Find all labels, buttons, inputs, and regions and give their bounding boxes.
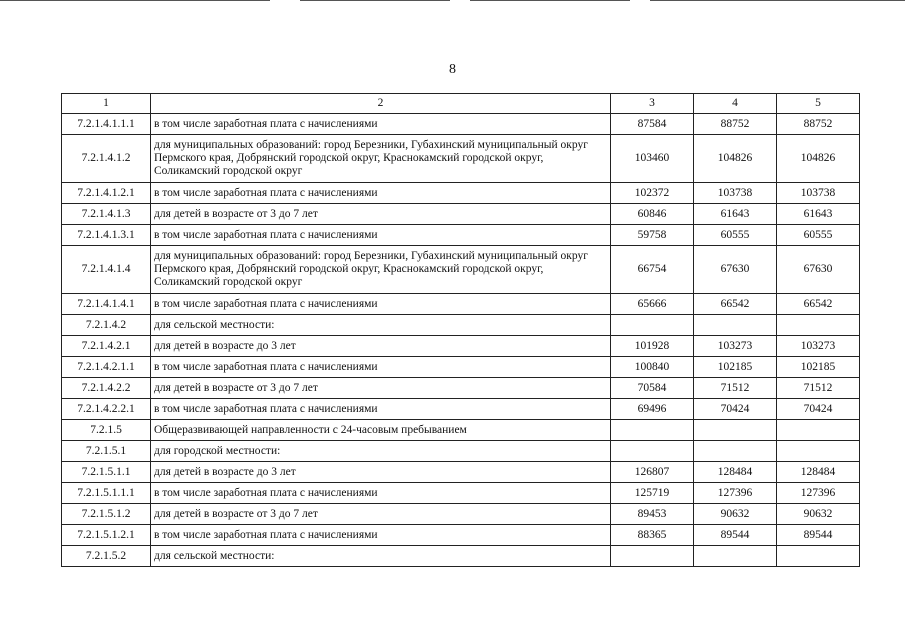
table-header-row <box>62 94 860 114</box>
row-code-cell: 7.2.1.4.1.1.1 <box>62 114 151 135</box>
table-row <box>62 420 860 441</box>
row-value-col4-cell: 102185 <box>694 357 777 378</box>
table-row <box>62 183 860 204</box>
row-code-cell: 7.2.1.4.2.2.1 <box>62 399 151 420</box>
row-value-col3-cell: 69496 <box>611 399 694 420</box>
row-value-col5-cell: 67630 <box>777 246 860 294</box>
row-value-col4-cell: 90632 <box>694 504 777 525</box>
table-row <box>62 357 860 378</box>
row-description-cell: в том числе заработная плата с начислениями <box>151 399 611 420</box>
row-code-cell: 7.2.1.4.1.3.1 <box>62 225 151 246</box>
row-value-col3-cell: 88365 <box>611 525 694 546</box>
row-code-cell: 7.2.1.5.1.2 <box>62 504 151 525</box>
row-value-col5-cell: 128484 <box>777 462 860 483</box>
row-description-cell: для сельской местности: <box>151 315 611 336</box>
row-value-col3-cell <box>611 420 694 441</box>
table-row <box>62 294 860 315</box>
row-value-col5-cell <box>777 420 860 441</box>
row-value-col3-cell <box>611 315 694 336</box>
row-value-col4-cell: 67630 <box>694 246 777 294</box>
row-description-cell: для сельской местности: <box>151 546 611 567</box>
row-description-cell: для городской местности: <box>151 441 611 462</box>
row-value-col4-cell: 103273 <box>694 336 777 357</box>
row-code-cell: 7.2.1.4.1.4 <box>62 246 151 294</box>
row-code-cell: 7.2.1.4.2 <box>62 315 151 336</box>
row-value-col5-cell: 66542 <box>777 294 860 315</box>
row-description-cell: для детей в возрасте от 3 до 7 лет <box>151 204 611 225</box>
row-description-cell: в том числе заработная плата с начислениями <box>151 225 611 246</box>
row-code-cell: 7.2.1.5.1 <box>62 441 151 462</box>
row-value-col3-cell: 102372 <box>611 183 694 204</box>
row-description-cell: для детей в возрасте от 3 до 7 лет <box>151 504 611 525</box>
row-description-cell: для детей в возрасте до 3 лет <box>151 336 611 357</box>
row-value-col3-cell: 65666 <box>611 294 694 315</box>
row-value-col5-cell: 127396 <box>777 483 860 504</box>
row-description-cell: для детей в возрасте до 3 лет <box>151 462 611 483</box>
row-value-col4-cell: 88752 <box>694 114 777 135</box>
row-code-cell: 7.2.1.5.2 <box>62 546 151 567</box>
table-row <box>62 483 860 504</box>
scan-top-edge <box>0 0 905 2</box>
row-value-col4-cell <box>694 420 777 441</box>
row-description-cell: в том числе заработная плата с начислениями <box>151 483 611 504</box>
row-value-col5-cell: 89544 <box>777 525 860 546</box>
row-value-col5-cell: 60555 <box>777 225 860 246</box>
row-code-cell: 7.2.1.5.1.2.1 <box>62 525 151 546</box>
row-code-cell: 7.2.1.4.1.4.1 <box>62 294 151 315</box>
row-code-cell: 7.2.1.4.2.2 <box>62 378 151 399</box>
table-row <box>62 399 860 420</box>
row-code-cell: 7.2.1.4.1.2.1 <box>62 183 151 204</box>
row-value-col4-cell <box>694 315 777 336</box>
row-value-col5-cell: 61643 <box>777 204 860 225</box>
header-col-1: 1 <box>62 94 151 114</box>
row-value-col5-cell: 70424 <box>777 399 860 420</box>
row-value-col5-cell: 103738 <box>777 183 860 204</box>
row-value-col3-cell: 101928 <box>611 336 694 357</box>
row-value-col3-cell: 100840 <box>611 357 694 378</box>
row-description-cell: для муниципальных образований: город Березники, Губахинский муниципальный округ Пермского края, Добрянский городской округ, Краснокамский городской округ, Соликамский городской округ <box>151 246 611 294</box>
row-value-col4-cell: 127396 <box>694 483 777 504</box>
row-value-col4-cell <box>694 546 777 567</box>
row-code-cell: 7.2.1.5.1.1.1 <box>62 483 151 504</box>
row-value-col3-cell <box>611 441 694 462</box>
header-col-4: 4 <box>694 94 777 114</box>
row-value-col3-cell: 126807 <box>611 462 694 483</box>
row-value-col4-cell <box>694 441 777 462</box>
row-description-cell: Общеразвивающей направленности с 24-часовым пребыванием <box>151 420 611 441</box>
row-value-col4-cell: 66542 <box>694 294 777 315</box>
table-row <box>62 315 860 336</box>
row-value-col3-cell <box>611 546 694 567</box>
row-value-col4-cell: 104826 <box>694 135 777 183</box>
row-description-cell: в том числе заработная плата с начислениями <box>151 525 611 546</box>
row-description-cell: в том числе заработная плата с начислениями <box>151 294 611 315</box>
row-code-cell: 7.2.1.4.1.3 <box>62 204 151 225</box>
table-row <box>62 462 860 483</box>
row-description-cell: для муниципальных образований: город Березники, Губахинский муниципальный округ Пермского края, Добрянский городской округ, Краснокамский городской округ, Соликамский городской округ <box>151 135 611 183</box>
table-row <box>62 204 860 225</box>
row-value-col5-cell: 88752 <box>777 114 860 135</box>
row-value-col5-cell: 90632 <box>777 504 860 525</box>
row-value-col5-cell <box>777 315 860 336</box>
row-value-col4-cell: 89544 <box>694 525 777 546</box>
header-col-2: 2 <box>151 94 611 114</box>
row-description-cell: в том числе заработная плата с начислениями <box>151 114 611 135</box>
row-value-col4-cell: 60555 <box>694 225 777 246</box>
row-value-col3-cell: 59758 <box>611 225 694 246</box>
row-value-col5-cell: 103273 <box>777 336 860 357</box>
table-row <box>62 504 860 525</box>
row-code-cell: 7.2.1.4.2.1.1 <box>62 357 151 378</box>
table-row <box>62 525 860 546</box>
row-value-col3-cell: 89453 <box>611 504 694 525</box>
row-value-col4-cell: 71512 <box>694 378 777 399</box>
row-value-col3-cell: 103460 <box>611 135 694 183</box>
row-description-cell: в том числе заработная плата с начислениями <box>151 183 611 204</box>
row-code-cell: 7.2.1.5.1.1 <box>62 462 151 483</box>
table-row <box>62 246 860 294</box>
row-code-cell: 7.2.1.5 <box>62 420 151 441</box>
table-row <box>62 114 860 135</box>
table-row <box>62 336 860 357</box>
table-row <box>62 225 860 246</box>
row-value-col5-cell <box>777 441 860 462</box>
row-value-col4-cell: 70424 <box>694 399 777 420</box>
row-value-col3-cell: 125719 <box>611 483 694 504</box>
row-description-cell: для детей в возрасте от 3 до 7 лет <box>151 378 611 399</box>
row-value-col3-cell: 87584 <box>611 114 694 135</box>
header-col-5: 5 <box>777 94 860 114</box>
row-value-col3-cell: 60846 <box>611 204 694 225</box>
row-description-cell: в том числе заработная плата с начислениями <box>151 357 611 378</box>
table-row <box>62 441 860 462</box>
table-row <box>62 135 860 183</box>
table-row <box>62 546 860 567</box>
row-value-col3-cell: 70584 <box>611 378 694 399</box>
row-value-col5-cell <box>777 546 860 567</box>
table-row <box>62 378 860 399</box>
row-value-col4-cell: 61643 <box>694 204 777 225</box>
row-value-col5-cell: 71512 <box>777 378 860 399</box>
row-value-col4-cell: 128484 <box>694 462 777 483</box>
header-col-3: 3 <box>611 94 694 114</box>
row-value-col4-cell: 103738 <box>694 183 777 204</box>
row-code-cell: 7.2.1.4.1.2 <box>62 135 151 183</box>
row-value-col5-cell: 104826 <box>777 135 860 183</box>
tariff-table <box>61 93 860 567</box>
row-value-col5-cell: 102185 <box>777 357 860 378</box>
row-value-col3-cell: 66754 <box>611 246 694 294</box>
row-code-cell: 7.2.1.4.2.1 <box>62 336 151 357</box>
page-number: 8 <box>449 62 456 77</box>
